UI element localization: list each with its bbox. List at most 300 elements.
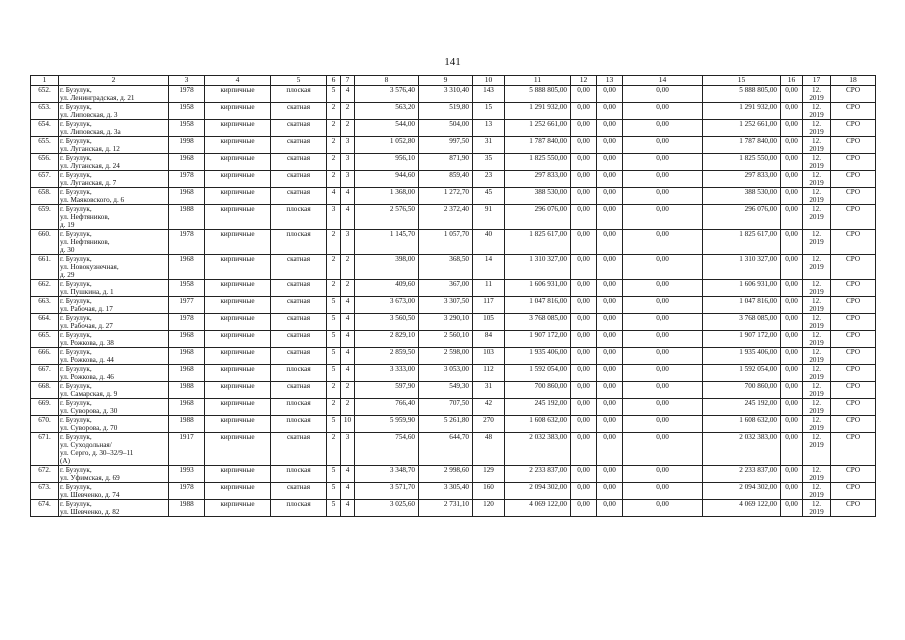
cell-c13: 0,00 [597, 500, 623, 517]
cell-c9: 707,50 [419, 399, 473, 416]
cell-c13: 0,00 [597, 382, 623, 399]
cell-c15: 1 047 816,00 [703, 297, 781, 314]
cell-line: г. Бузулук, [60, 230, 92, 238]
cell-addr [59, 416, 169, 433]
cell-walls: кирпичные [205, 365, 271, 382]
cell-line: ул. Луганская, д. 7 [60, 179, 117, 187]
cell-c14: 0,00 [623, 365, 703, 382]
cell-line: 2019 [809, 238, 824, 246]
cell-c18: СРО [831, 171, 876, 188]
cell-c7: 4 [341, 297, 355, 314]
cell-walls: кирпичные [205, 466, 271, 483]
cell-c6: 5 [327, 483, 341, 500]
cell-no: 652. [31, 86, 59, 103]
cell-c7: 4 [341, 500, 355, 517]
cell-c7: 4 [341, 483, 355, 500]
cell-c16: 0,00 [781, 433, 803, 466]
cell-walls: кирпичные [205, 382, 271, 399]
cell-c8: 3 560,50 [355, 314, 419, 331]
cell-c13: 0,00 [597, 314, 623, 331]
cell-walls: кирпичные [205, 348, 271, 365]
cell-c9: 859,40 [419, 171, 473, 188]
cell-c15: 297 833,00 [703, 171, 781, 188]
cell-c18: СРО [831, 137, 876, 154]
cell-year: 1958 [169, 280, 205, 297]
cell-c14: 0,00 [623, 314, 703, 331]
table-row [31, 154, 876, 171]
cell-c15: 1 606 931,00 [703, 280, 781, 297]
cell-line: 12. [812, 382, 821, 390]
cell-c11: 297 833,00 [505, 171, 571, 188]
cell-c18: СРО [831, 348, 876, 365]
cell-walls: кирпичные [205, 120, 271, 137]
cell-year: 1988 [169, 500, 205, 517]
cell-walls: кирпичные [205, 331, 271, 348]
table-row [31, 416, 876, 433]
cell-roof: скатная [271, 314, 327, 331]
cell-line: г. Бузулук, [60, 399, 92, 407]
column-header: 5 [271, 76, 327, 86]
cell-line: 2019 [809, 288, 824, 296]
cell-no: 653. [31, 103, 59, 120]
cell-c13: 0,00 [597, 255, 623, 280]
cell-c6: 2 [327, 433, 341, 466]
cell-c6: 3 [327, 205, 341, 230]
cell-c9: 367,00 [419, 280, 473, 297]
cell-year: 1978 [169, 483, 205, 500]
cell-c16: 0,00 [781, 205, 803, 230]
cell-c13: 0,00 [597, 280, 623, 297]
cell-addr [59, 171, 169, 188]
cell-c9: 2 372,40 [419, 205, 473, 230]
column-header: 9 [419, 76, 473, 86]
cell-c6: 2 [327, 230, 341, 255]
column-header: 12 [571, 76, 597, 86]
column-header: 6 [327, 76, 341, 86]
cell-no: 672. [31, 466, 59, 483]
cell-c10: 48 [473, 433, 505, 466]
cell-year: 1968 [169, 154, 205, 171]
cell-c18: СРО [831, 382, 876, 399]
cell-line: 2019 [809, 407, 824, 415]
cell-c17 [803, 500, 831, 517]
cell-c14: 0,00 [623, 399, 703, 416]
cell-c18: СРО [831, 103, 876, 120]
cell-c14: 0,00 [623, 348, 703, 365]
cell-roof: плоская [271, 466, 327, 483]
cell-line: 2019 [809, 213, 824, 221]
cell-addr [59, 466, 169, 483]
cell-c7: 4 [341, 205, 355, 230]
cell-c16: 0,00 [781, 255, 803, 280]
cell-c12: 0,00 [571, 500, 597, 517]
cell-roof: плоская [271, 230, 327, 255]
cell-c7: 4 [341, 466, 355, 483]
cell-line: ул. Пушкина, д. 1 [60, 288, 114, 296]
cell-c9: 997,50 [419, 137, 473, 154]
cell-c10: 23 [473, 171, 505, 188]
cell-c16: 0,00 [781, 230, 803, 255]
cell-line: ул. Нефтяников, [60, 238, 110, 246]
cell-no: 655. [31, 137, 59, 154]
cell-c13: 0,00 [597, 466, 623, 483]
cell-c7: 4 [341, 314, 355, 331]
cell-c15: 296 076,00 [703, 205, 781, 230]
cell-c9: 3 310,40 [419, 86, 473, 103]
cell-c16: 0,00 [781, 314, 803, 331]
cell-c10: 103 [473, 348, 505, 365]
cell-c17 [803, 331, 831, 348]
cell-c9: 5 261,80 [419, 416, 473, 433]
cell-c8: 5 959,90 [355, 416, 419, 433]
cell-walls: кирпичные [205, 255, 271, 280]
cell-c7: 2 [341, 399, 355, 416]
cell-c10: 14 [473, 255, 505, 280]
cell-line: 2019 [809, 179, 824, 187]
cell-line: 2019 [809, 111, 824, 119]
cell-c8: 754,60 [355, 433, 419, 466]
cell-c11: 700 860,00 [505, 382, 571, 399]
table-row [31, 171, 876, 188]
cell-line: г. Бузулук, [60, 314, 92, 322]
cell-c15: 2 032 383,00 [703, 433, 781, 466]
cell-c15: 1 787 840,00 [703, 137, 781, 154]
cell-line: г. Бузулук, [60, 348, 92, 356]
cell-c14: 0,00 [623, 280, 703, 297]
cell-c7: 2 [341, 382, 355, 399]
cell-c15: 1 291 932,00 [703, 103, 781, 120]
cell-line: 12. [812, 280, 821, 288]
cell-addr [59, 331, 169, 348]
cell-line: ул. Шевченко, д. 82 [60, 508, 120, 516]
cell-c14: 0,00 [623, 297, 703, 314]
cell-line: 2019 [809, 491, 824, 499]
cell-c9: 504,00 [419, 120, 473, 137]
cell-c9: 1 272,70 [419, 188, 473, 205]
cell-line: ул. Маяковского, д. 6 [60, 196, 125, 204]
cell-line: 12. [812, 416, 821, 424]
cell-year: 1988 [169, 382, 205, 399]
cell-c14: 0,00 [623, 137, 703, 154]
column-header: 17 [803, 76, 831, 86]
cell-addr [59, 230, 169, 255]
cell-line: ул. Самарская, д. 9 [60, 390, 118, 398]
cell-line: г. Бузулук, [60, 483, 92, 491]
cell-no: 658. [31, 188, 59, 205]
cell-no: 662. [31, 280, 59, 297]
cell-c8: 3 348,70 [355, 466, 419, 483]
cell-c7: 2 [341, 255, 355, 280]
cell-roof: плоская [271, 86, 327, 103]
cell-c15: 1 310 327,00 [703, 255, 781, 280]
cell-year: 1968 [169, 399, 205, 416]
cell-year: 1968 [169, 365, 205, 382]
cell-c12: 0,00 [571, 154, 597, 171]
cell-no: 664. [31, 314, 59, 331]
cell-c16: 0,00 [781, 466, 803, 483]
cell-walls: кирпичные [205, 154, 271, 171]
housing-table [30, 75, 876, 517]
cell-line: ул. Ленинградская, д. 21 [60, 94, 135, 102]
cell-c14: 0,00 [623, 230, 703, 255]
cell-c7: 3 [341, 154, 355, 171]
cell-c7: 3 [341, 230, 355, 255]
table-row [31, 348, 876, 365]
cell-line: 2019 [809, 339, 824, 347]
table-row [31, 120, 876, 137]
cell-line: г. Бузулук, [60, 86, 92, 94]
cell-roof: скатная [271, 188, 327, 205]
cell-c11: 1 787 840,00 [505, 137, 571, 154]
cell-c11: 1 606 931,00 [505, 280, 571, 297]
cell-line: 12. [812, 86, 821, 94]
cell-c12: 0,00 [571, 314, 597, 331]
cell-c6: 5 [327, 297, 341, 314]
cell-c6: 5 [327, 331, 341, 348]
cell-c12: 0,00 [571, 255, 597, 280]
cell-line: 2019 [809, 145, 824, 153]
cell-line: г. Бузулук, [60, 331, 92, 339]
cell-line: ул. Рожкова, д. 44 [60, 356, 114, 364]
cell-line: 12. [812, 399, 821, 407]
cell-line: 2019 [809, 441, 824, 449]
cell-c6: 5 [327, 86, 341, 103]
table-row [31, 86, 876, 103]
cell-addr [59, 188, 169, 205]
cell-addr [59, 103, 169, 120]
cell-c12: 0,00 [571, 416, 597, 433]
cell-c15: 1 608 632,00 [703, 416, 781, 433]
cell-c14: 0,00 [623, 331, 703, 348]
table-row [31, 331, 876, 348]
cell-year: 1917 [169, 433, 205, 466]
cell-no: 659. [31, 205, 59, 230]
cell-c9: 368,50 [419, 255, 473, 280]
cell-c12: 0,00 [571, 188, 597, 205]
cell-line: 2019 [809, 196, 824, 204]
table-row [31, 205, 876, 230]
cell-c9: 549,30 [419, 382, 473, 399]
cell-line: 12. [812, 103, 821, 111]
table-row [31, 188, 876, 205]
cell-c11: 296 076,00 [505, 205, 571, 230]
cell-c7: 2 [341, 120, 355, 137]
cell-c13: 0,00 [597, 103, 623, 120]
cell-roof: скатная [271, 255, 327, 280]
cell-no: 667. [31, 365, 59, 382]
cell-c7: 4 [341, 86, 355, 103]
cell-c17 [803, 154, 831, 171]
cell-c16: 0,00 [781, 120, 803, 137]
cell-c14: 0,00 [623, 171, 703, 188]
cell-year: 1978 [169, 314, 205, 331]
column-header: 11 [505, 76, 571, 86]
cell-c14: 0,00 [623, 466, 703, 483]
cell-roof: плоская [271, 500, 327, 517]
cell-c17 [803, 171, 831, 188]
cell-c18: СРО [831, 365, 876, 382]
cell-c14: 0,00 [623, 86, 703, 103]
cell-c10: 270 [473, 416, 505, 433]
cell-c18: СРО [831, 331, 876, 348]
cell-walls: кирпичные [205, 314, 271, 331]
cell-line: 12. [812, 433, 821, 441]
cell-c15: 1 252 661,00 [703, 120, 781, 137]
cell-c8: 2 576,50 [355, 205, 419, 230]
cell-c9: 644,70 [419, 433, 473, 466]
cell-c6: 2 [327, 255, 341, 280]
cell-line: 2019 [809, 356, 824, 364]
cell-line: ул. Рабочая, д. 17 [60, 305, 113, 313]
cell-line: 2019 [809, 474, 824, 482]
cell-c11: 1 825 550,00 [505, 154, 571, 171]
cell-c17 [803, 103, 831, 120]
cell-c13: 0,00 [597, 154, 623, 171]
table-row [31, 280, 876, 297]
cell-c9: 519,80 [419, 103, 473, 120]
cell-c18: СРО [831, 500, 876, 517]
cell-c12: 0,00 [571, 171, 597, 188]
cell-addr [59, 205, 169, 230]
cell-c15: 4 069 122,00 [703, 500, 781, 517]
cell-c10: 120 [473, 500, 505, 517]
cell-c14: 0,00 [623, 188, 703, 205]
cell-roof: скатная [271, 297, 327, 314]
cell-c10: 15 [473, 103, 505, 120]
cell-c12: 0,00 [571, 382, 597, 399]
cell-c6: 2 [327, 103, 341, 120]
cell-addr [59, 399, 169, 416]
column-header: 10 [473, 76, 505, 86]
cell-line: г. Бузулук, [60, 255, 92, 263]
cell-year: 1998 [169, 137, 205, 154]
cell-c7: 4 [341, 348, 355, 365]
cell-c13: 0,00 [597, 433, 623, 466]
cell-year: 1977 [169, 297, 205, 314]
cell-c10: 31 [473, 137, 505, 154]
cell-c6: 5 [327, 416, 341, 433]
cell-line: 12. [812, 188, 821, 196]
cell-walls: кирпичные [205, 500, 271, 517]
cell-c13: 0,00 [597, 331, 623, 348]
cell-line: 12. [812, 348, 821, 356]
cell-line: д. 19 [60, 221, 75, 229]
cell-line: 2019 [809, 305, 824, 313]
cell-c12: 0,00 [571, 297, 597, 314]
cell-line: г. Бузулук, [60, 500, 92, 508]
cell-line: г. Бузулук, [60, 433, 92, 441]
cell-c9: 3 290,10 [419, 314, 473, 331]
cell-c8: 1 052,80 [355, 137, 419, 154]
cell-addr [59, 86, 169, 103]
cell-no: 666. [31, 348, 59, 365]
cell-line: 2019 [809, 508, 824, 516]
table-row [31, 382, 876, 399]
cell-line: ул. Рабочая, д. 27 [60, 322, 113, 330]
cell-c16: 0,00 [781, 416, 803, 433]
cell-no: 668. [31, 382, 59, 399]
cell-c16: 0,00 [781, 86, 803, 103]
cell-no: 663. [31, 297, 59, 314]
cell-line: 12. [812, 230, 821, 238]
cell-c8: 3 333,00 [355, 365, 419, 382]
cell-line: д. 30 [60, 246, 75, 254]
cell-c11: 388 530,00 [505, 188, 571, 205]
cell-c10: 35 [473, 154, 505, 171]
cell-line: 12. [812, 314, 821, 322]
cell-c17 [803, 230, 831, 255]
column-header: 13 [597, 76, 623, 86]
cell-line: 12. [812, 365, 821, 373]
cell-c10: 11 [473, 280, 505, 297]
cell-c14: 0,00 [623, 103, 703, 120]
cell-roof: плоская [271, 365, 327, 382]
cell-addr [59, 154, 169, 171]
cell-line: ул. Суворова, д. 30 [60, 407, 118, 415]
cell-walls: кирпичные [205, 86, 271, 103]
cell-c16: 0,00 [781, 365, 803, 382]
cell-no: 670. [31, 416, 59, 433]
cell-addr [59, 255, 169, 280]
cell-c8: 544,00 [355, 120, 419, 137]
cell-c15: 1 592 054,00 [703, 365, 781, 382]
cell-c8: 2 859,50 [355, 348, 419, 365]
cell-c17 [803, 365, 831, 382]
cell-line: д. 29 [60, 271, 75, 279]
cell-c11: 5 888 805,00 [505, 86, 571, 103]
cell-c10: 117 [473, 297, 505, 314]
cell-line: г. Бузулук, [60, 188, 92, 196]
cell-no: 657. [31, 171, 59, 188]
cell-c14: 0,00 [623, 205, 703, 230]
table-row [31, 103, 876, 120]
cell-addr [59, 314, 169, 331]
cell-walls: кирпичные [205, 280, 271, 297]
table-row [31, 483, 876, 500]
cell-c11: 1 592 054,00 [505, 365, 571, 382]
cell-c9: 3 305,40 [419, 483, 473, 500]
cell-c14: 0,00 [623, 154, 703, 171]
cell-line: ул. Нефтяников, [60, 213, 110, 221]
cell-line: ул. Рожкова, д. 46 [60, 373, 114, 381]
cell-line: г. Бузулук, [60, 466, 92, 474]
cell-year: 1978 [169, 86, 205, 103]
cell-year: 1988 [169, 205, 205, 230]
cell-c15: 700 860,00 [703, 382, 781, 399]
cell-no: 654. [31, 120, 59, 137]
table-row [31, 399, 876, 416]
cell-c10: 45 [473, 188, 505, 205]
cell-c6: 2 [327, 171, 341, 188]
cell-c17 [803, 433, 831, 466]
cell-year: 1978 [169, 230, 205, 255]
cell-c15: 388 530,00 [703, 188, 781, 205]
cell-year: 1968 [169, 348, 205, 365]
cell-c16: 0,00 [781, 382, 803, 399]
cell-c15: 1 907 172,00 [703, 331, 781, 348]
cell-addr [59, 297, 169, 314]
cell-c14: 0,00 [623, 500, 703, 517]
cell-line: ул. Суходольная/ [60, 441, 112, 449]
cell-c17 [803, 416, 831, 433]
cell-line: 2019 [809, 162, 824, 170]
cell-c11: 3 768 085,00 [505, 314, 571, 331]
cell-c12: 0,00 [571, 205, 597, 230]
cell-line: (А) [60, 457, 70, 465]
cell-c18: СРО [831, 280, 876, 297]
cell-line: 2019 [809, 424, 824, 432]
cell-c7: 2 [341, 280, 355, 297]
